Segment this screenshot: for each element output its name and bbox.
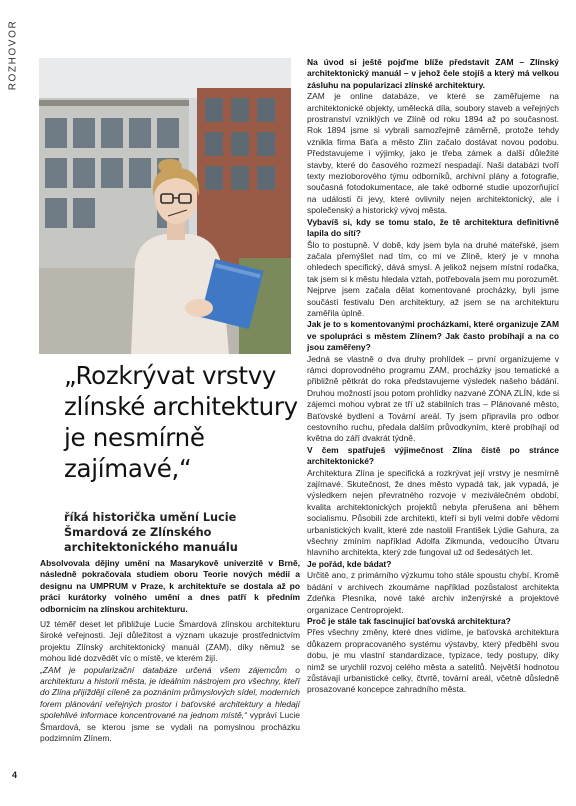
pull-quote: „ZAM je popularizační databáze určená všem zájemcům o architekturu a historii města, je ideálním nástrojem pro všechny, kteří do Zlína přijíždějí cíleně za poznáním průmyslových sídel, moderních forem plánování veřejných prostor i baťovské architektury a hledají spolehlivé informace koncentrované na jednom místě,“: [40, 664, 300, 721]
answer-6: Přes všechny změny, které dnes vidíme, je baťovská architektura důkazem propracovaného systému výstavby, který předběhl svou dobu, je mu vlastní standardizace, typizace, tedy postupy, díky nimž se urychlil rozvoj celého města a satelitů. Největší hodnotou zůstávají urbanistické celky, čtvrtě, tovární areál, včetně důsledně prosazované koncepce zahradního města.: [307, 627, 559, 695]
article-subheadline: říká historička umění Lucie Šmardová ze Zlínského architektonického manuálu: [64, 511, 238, 554]
lead-paragraph: Absolvovala dějiny umění na Masarykově univerzitě v Brně, následně pokračovala studiem oboru Teorie nových médií a designu na UMPRUM v Praze, k architektuře se dostala až po práci kurátorky volného umění a dnes patří k předním odbornicím na zlínskou architekturu.: [40, 558, 300, 614]
section-label-text: ROZHOVOR: [7, 19, 19, 91]
right-column: [307, 57, 559, 696]
question-1: Na úvod si ještě pojďme blíže představit ZAM – Zlínský architektonický manuál – v jehož čele stojíš a který má velkou zásluhu na popularizaci zlínské architektury.: [307, 57, 559, 90]
article-headline: „Rozkrývat vrstvy zlínské architektury je nesmírně zajímavé,“: [64, 361, 298, 483]
quote-paragraph: [40, 665, 300, 745]
answer-2: Šlo to postupně. V době, kdy jsem byla na druhé mateřské, jsem začala přemýšlet nad tím, co mi ve Zlíně, který je v mnoha ohledech specifický, dává smysl. A jelikož nejsem místní rodačka, tak jsem si k městu hledala vztah, potřebovala jsem mu porozumět. Nejprve jsem začala dělat komentované procházky, byli jsme součástí festivalu Den architektury, až jsem se na architekturu zaměřila úplně.: [307, 239, 559, 318]
answer-1: ZAM je online databáze, ve které se zaměřujeme na architektonické objekty, umělecká díla, soubory staveb a veřejných prostranství vzniklých ve Zlíně od roku 1894 až po současnost. Rok 1894 jsme si vybrali samozřejmě záměrně, protože tehdy vznikla firma Baťa a město Zlín začalo dostávat novou podobu. Představujeme i výjimky, jako je třeba zámek a další důležité stavby, které do časového rozmezí nespadají. Naši databázi tvoří texty mezioborového týmu odborníků, archivní plány a fotografie, současná fotodokumentace, ale také odborné studie upozorňující na události či jevy, které ovlivnily nejen architektonický, ale i společenský a historický vývoj města.: [307, 91, 559, 216]
quote-attribution: vypráví Lucie Šmardová, se kterou jsme se vydali na pomyslnou procházku podzimním Zlínem.: [40, 710, 300, 744]
portrait-illustration: [39, 58, 291, 354]
left-column: [40, 558, 300, 745]
page-number: 4: [12, 770, 18, 780]
section-label: [6, 20, 20, 90]
question-3: Jak je to s komentovanými procházkami, které organizuje ZAM ve spolupráci s městem Zlínem? Jak často probíhají a na co jsou zaměřeny?: [307, 319, 559, 353]
answer-4: Architektura Zlína je specifická a rozkrývat její vrstvy je nesmírně zajímavé. Skutečnost, že dnes město vypadá tak, jak vypadá, je výsledkem nejen převratného rozvoje v meziválečném období, kvalita architektonických projektů nebyla přerušena ani během socialismu. Působili zde architekti, kteří si byli velmi dobře vědomi urbanistických kvalit, které zde nastolil František Lýdie Gahura, za všechny zmíním například Adolfa Zikmunda, vedoucího Útvaru hlavního architekta, který zde fungoval už od šedesátých let.: [307, 467, 559, 558]
answer-3: Jedná se vlastně o dva druhy prohlídek – první organizujeme v rámci doprovodného programu ZAM, procházky jsou tematické a přibližně pětkrát do roka představujeme výsledek našeho bádání. Druhou možností jsou potom prohlídky nazvané ZÓNA ZLÍN, kde si zájemci mohou vybrat ze tří už stabilních tras – Plánované město, Baťovské bydlení a Tovární areál. Ty jsem připravila pro odbor cestovního ruchu, předala dalším průvodkyním, které probíhají od května do září dvakrát týdně.: [307, 353, 559, 444]
question-2: Vybavíš si, kdy se tomu stalo, že tě architektura definitivně lapila do sítí?: [307, 216, 559, 239]
answer-5: Určitě ano, z primárního výzkumu toho stále spoustu chybí. Kromě bádání v archivech zkoumáme například pozůstalost architekta Zdeňka Plesníka, nové také archiv inženýrské a projektové organizace Centroprojekt.: [307, 570, 559, 615]
question-5: Je pořád, kde bádat?: [307, 558, 392, 569]
portrait-photo: [39, 58, 291, 354]
question-6: Proč je stále tak fascinující baťovská architektura?: [307, 615, 511, 626]
intro-paragraph: Už téměř deset let přibližuje Lucie Šmardová zlínskou architekturu široké veřejnosti. Její důležitost a význam ukazuje prostřednictvím projektu Zlínský architektonický manuál (ZAM), díky němuž se mohou lidé dozvědět víc o místě, ve kterém žijí.: [40, 619, 300, 664]
question-4: V čem spatřuješ výjimečnost Zlína čistě po stránce architektonické?: [307, 444, 559, 467]
